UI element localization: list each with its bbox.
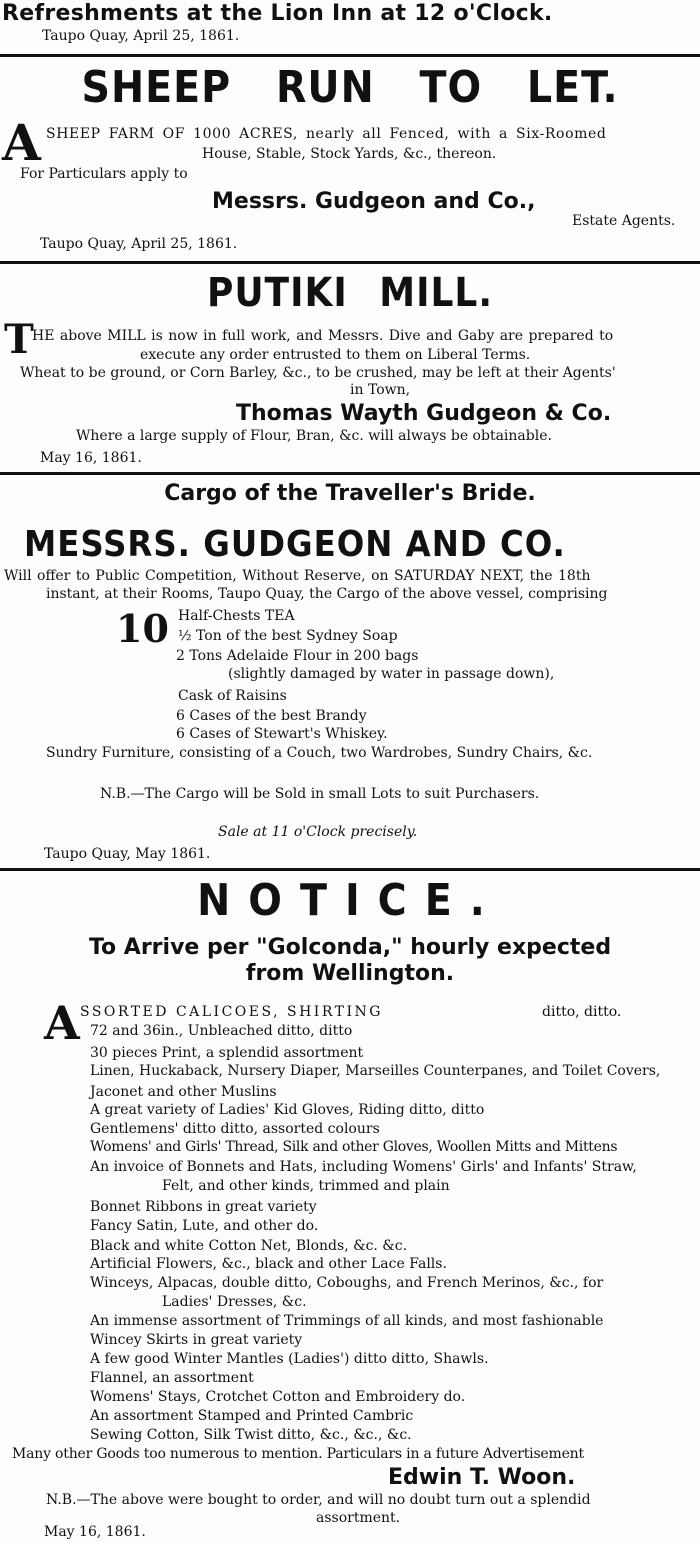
mill-agent: Thomas Wayth Gudgeon & Co. xyxy=(236,401,612,426)
divider xyxy=(0,868,700,871)
sheep-dropcap: A xyxy=(2,113,41,172)
mill-line-4: in Town, xyxy=(350,382,411,398)
notice-first-line: SSORTED CALICOES, SHIRTING xyxy=(80,1004,383,1020)
sheep-agent: Messrs. Gudgeon and Co., xyxy=(212,189,536,214)
cargo-item: Cask of Raisins xyxy=(178,688,287,704)
notice-item: Gentlemens' ditto ditto, assorted colours xyxy=(90,1121,380,1137)
notice-item: Felt, and other kinds, trimmed and plain xyxy=(162,1178,450,1194)
sheep-line-3: For Particulars apply to xyxy=(20,166,188,182)
mill-line-3: Wheat to be ground, or Corn Barley, &c., to be crushed, may be left at their Agents' xyxy=(20,365,616,381)
notice-item: 72 and 36in., Unbleached ditto, ditto xyxy=(90,1023,353,1039)
notice-many: Many other Goods too numerous to mention. Particulars in a future Advertisement xyxy=(12,1446,584,1462)
notice-nb-2: assortment. xyxy=(316,1510,401,1526)
notice-item: Jaconet and other Muslins xyxy=(90,1084,277,1100)
sheep-line-1: SHEEP FARM OF 1000 ACRES, nearly all Fenced, with a Six-Roomed xyxy=(46,126,607,142)
notice-dateline: May 16, 1861. xyxy=(44,1524,146,1540)
notice-item: An immense assortment of Trimmings of all kinds, and most fashionable xyxy=(90,1313,604,1329)
notice-item: Artificial Flowers, &c., black and other Lace Falls. xyxy=(90,1256,447,1272)
notice-item: Flannel, an assortment xyxy=(90,1370,254,1386)
notice-item: A few good Winter Mantles (Ladies') ditto ditto, Shawls. xyxy=(90,1351,489,1367)
mill-line-2: execute any order entrusted to them on Liberal Terms. xyxy=(140,347,531,363)
cargo-furniture: Sundry Furniture, consisting of a Couch, two Wardrobes, Sundry Chairs, &c. xyxy=(46,745,593,761)
cargo-title: MESSRS. GUDGEON AND CO. xyxy=(24,524,566,565)
notice-item: An invoice of Bonnets and Hats, including Womens' Girls' and Infants' Straw, xyxy=(90,1159,637,1175)
cargo-line-1: Will offer to Public Competition, Without Reserve, on SATURDAY NEXT, the 18th xyxy=(4,568,591,584)
mill-title: PUTIKI MILL. xyxy=(206,270,494,316)
notice-item: 30 pieces Print, a splendid assortment xyxy=(90,1045,364,1061)
notice-item: Fancy Satin, Lute, and other do. xyxy=(90,1218,319,1234)
sheep-agent-role: Estate Agents. xyxy=(572,213,676,229)
notice-nb-1: N.B.—The above were bought to order, and will no doubt turn out a splendid xyxy=(46,1492,591,1508)
notice-item: Wincey Skirts in great variety xyxy=(90,1332,303,1348)
notice-heading-2: from Wellington. xyxy=(245,961,455,986)
cargo-sale: Sale at 11 o'Clock precisely. xyxy=(218,824,418,840)
notice-item: Black and white Cotton Net, Blonds, &c. &c. xyxy=(90,1238,408,1254)
cargo-item: 2 Tons Adelaide Flour in 200 bags xyxy=(176,648,419,664)
notice-item: A great variety of Ladies' Kid Gloves, Riding ditto, ditto xyxy=(90,1102,485,1118)
sheep-dateline: Taupo Quay, April 25, 1861. xyxy=(40,236,238,252)
divider xyxy=(0,261,700,264)
notice-item: An assortment Stamped and Printed Cambric xyxy=(90,1408,414,1424)
notice-item: Ladies' Dresses, &c. xyxy=(162,1294,307,1310)
sheep-run-title: SHEEP RUN TO LET. xyxy=(81,62,619,113)
top-dateline: Taupo Quay, April 25, 1861. xyxy=(42,28,240,44)
divider xyxy=(0,54,700,57)
cargo-item: ½ Ton of the best Sydney Soap xyxy=(178,628,398,644)
cargo-item: (slightly damaged by water in passage down), xyxy=(228,666,555,682)
notice-first-line-ditto: ditto, ditto. xyxy=(542,1004,622,1020)
lion-inn-heading: Refreshments at the Lion Inn at 12 o'Clock. xyxy=(2,1,553,26)
cargo-item: Half-Chests TEA xyxy=(178,608,295,624)
cargo-nb: N.B.—The Cargo will be Sold in small Lots to suit Purchasers. xyxy=(100,786,540,802)
notice-item: Sewing Cotton, Silk Twist ditto, &c., &c., &c. xyxy=(90,1427,412,1443)
notice-dropcap: A xyxy=(44,996,80,1050)
notice-signature: Edwin T. Woon. xyxy=(388,1465,576,1490)
notice-item: Womens' and Girls' Thread, Silk and other Gloves, Woollen Mitts and Mittens xyxy=(90,1139,618,1155)
mill-line-5: Where a large supply of Flour, Bran, &c. will always be obtainable. xyxy=(76,428,552,444)
cargo-line-2: instant, at their Rooms, Taupo Quay, the Cargo of the above vessel, comprising xyxy=(46,586,608,602)
cargo-big-number: 10 xyxy=(116,606,169,651)
notice-item: Winceys, Alpacas, double ditto, Coboughs, and French Merinos, &c., for xyxy=(90,1275,604,1291)
notice-item: Womens' Stays, Crotchet Cotton and Embroidery do. xyxy=(90,1389,466,1405)
mill-dateline: May 16, 1861. xyxy=(40,450,142,466)
mill-dropcap: T xyxy=(4,316,34,363)
notice-item: Bonnet Ribbons in great variety xyxy=(90,1199,317,1215)
cargo-item: 6 Cases of Stewart's Whiskey. xyxy=(176,726,388,742)
notice-item: Linen, Huckaback, Nursery Diaper, Marseilles Counterpanes, and Toilet Covers, xyxy=(90,1063,661,1079)
sheep-line-2: House, Stable, Stock Yards, &c., thereon. xyxy=(202,146,497,162)
mill-line-1: HE above MILL is now in full work, and Messrs. Dive and Gaby are prepared to xyxy=(32,328,614,344)
cargo-heading: Cargo of the Traveller's Bride. xyxy=(164,481,536,506)
divider xyxy=(0,472,700,475)
notice-heading-1: To Arrive per "Golconda," hourly expected xyxy=(88,935,612,960)
notice-title: NOTICE. xyxy=(197,875,503,926)
cargo-dateline: Taupo Quay, May 1861. xyxy=(44,846,211,862)
cargo-item: 6 Cases of the best Brandy xyxy=(176,708,367,724)
